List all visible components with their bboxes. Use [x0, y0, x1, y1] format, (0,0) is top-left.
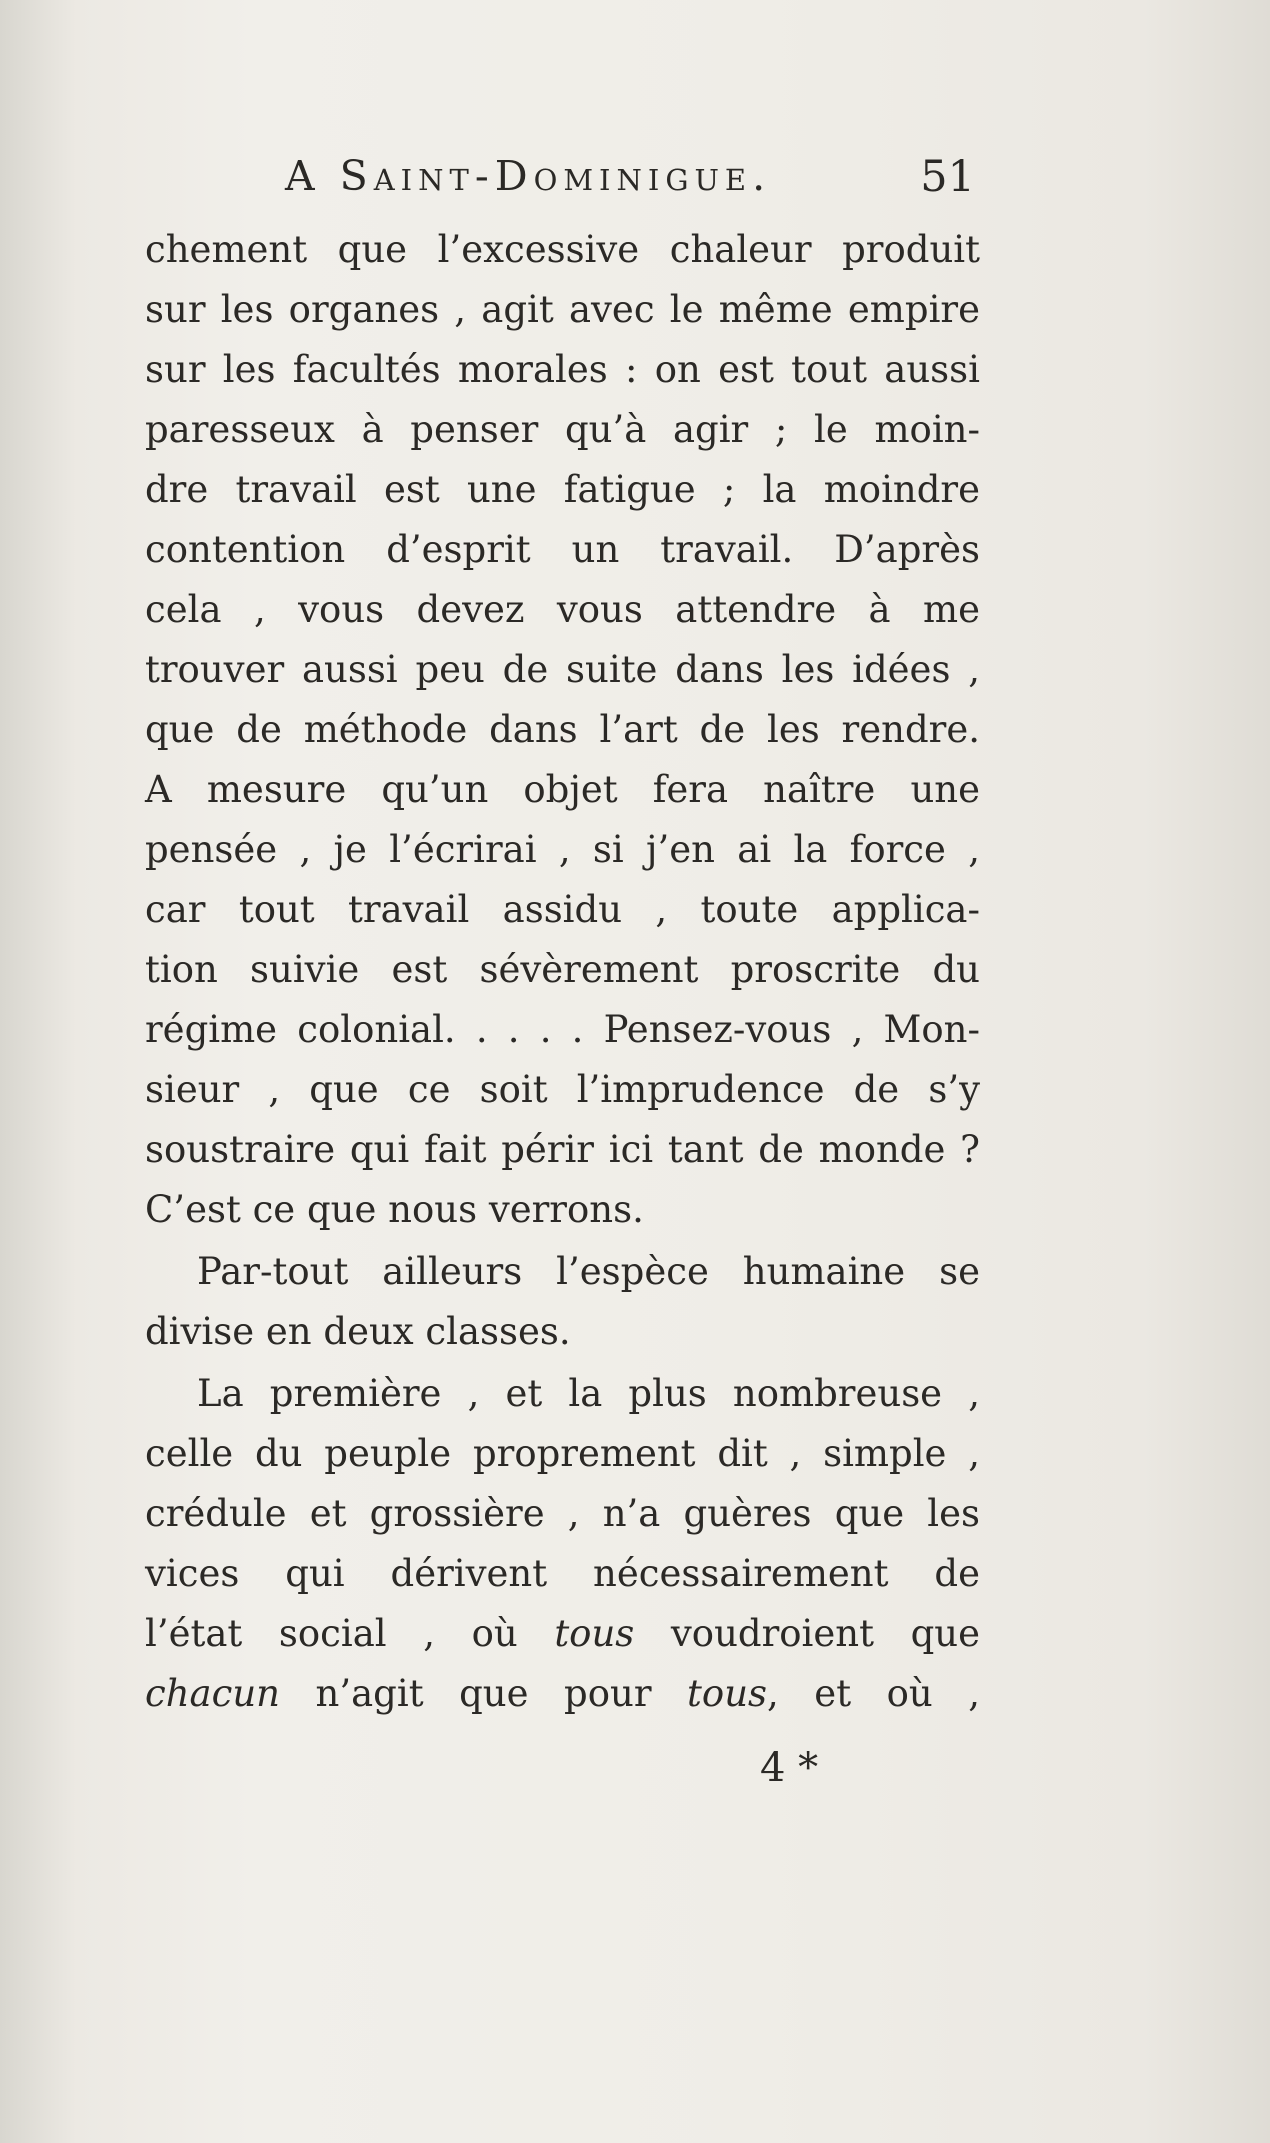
text-line: vices qui dérivent nécessairement de	[145, 1552, 980, 1595]
text-line: trouver aussi peu de suite dans les idées ,	[145, 648, 980, 691]
text-line: paresseux à penser qu’à agir ; le moin-	[145, 408, 980, 451]
text-line: contention d’esprit un travail. D’après	[145, 528, 980, 571]
text-fragment: , et où ,	[767, 1672, 980, 1715]
text-line: dre travail est une fatigue ; la moindre	[145, 468, 980, 511]
text-line: A mesure qu’un objet fera naître une	[145, 768, 980, 811]
page-number: 51	[920, 152, 975, 202]
text-line: cela , vous devez vous attendre à me	[145, 588, 980, 631]
text-line: divise en deux classes.	[145, 1310, 571, 1353]
body-text	[145, 220, 980, 1724]
running-head	[145, 152, 975, 212]
text-line: que de méthode dans l’art de les rendre.	[145, 708, 980, 751]
text-line: régime colonial. . . . . Pensez-vous , Mon-	[145, 1008, 980, 1051]
text-line: sur les facultés morales : on est tout aussi	[145, 348, 980, 391]
text-fragment: voudroient que	[670, 1612, 980, 1655]
text-line	[145, 1664, 980, 1724]
text-line: La première , et la plus nombreuse ,	[197, 1372, 980, 1415]
text-line: Par-tout ailleurs l’espèce humaine se	[197, 1250, 980, 1293]
text-line: soustraire qui fait périr ici tant de monde ?	[145, 1128, 980, 1171]
text-line: sieur , que ce soit l’imprudence de s’y	[145, 1068, 980, 1111]
italic-word: tous	[554, 1612, 635, 1655]
text-line: chement que l’excessive chaleur produit	[145, 228, 980, 271]
text-line: sur les organes , agit avec le même empire	[145, 288, 980, 331]
text-fragment: n’agit que pour	[315, 1672, 652, 1715]
text-line: car tout travail assidu , toute applica-	[145, 888, 980, 931]
text-line: celle du peuple proprement dit , simple ,	[145, 1432, 980, 1475]
text-fragment: l’état social , où	[145, 1612, 518, 1655]
signature-mark: 4 *	[760, 1745, 819, 1791]
text-line: crédule et grossière , n’a guères que les	[145, 1492, 980, 1535]
italic-word: tous	[687, 1672, 768, 1715]
text-line: C’est ce que nous verrons.	[145, 1188, 644, 1231]
running-title: A Saint-Dominigue.	[285, 152, 772, 200]
text-line	[145, 1604, 980, 1664]
text-line: pensée , je l’écrirai , si j’en ai la force ,	[145, 828, 980, 871]
text-line: tion suivie est sévèrement proscrite du	[145, 948, 980, 991]
italic-word: chacun	[145, 1672, 280, 1715]
